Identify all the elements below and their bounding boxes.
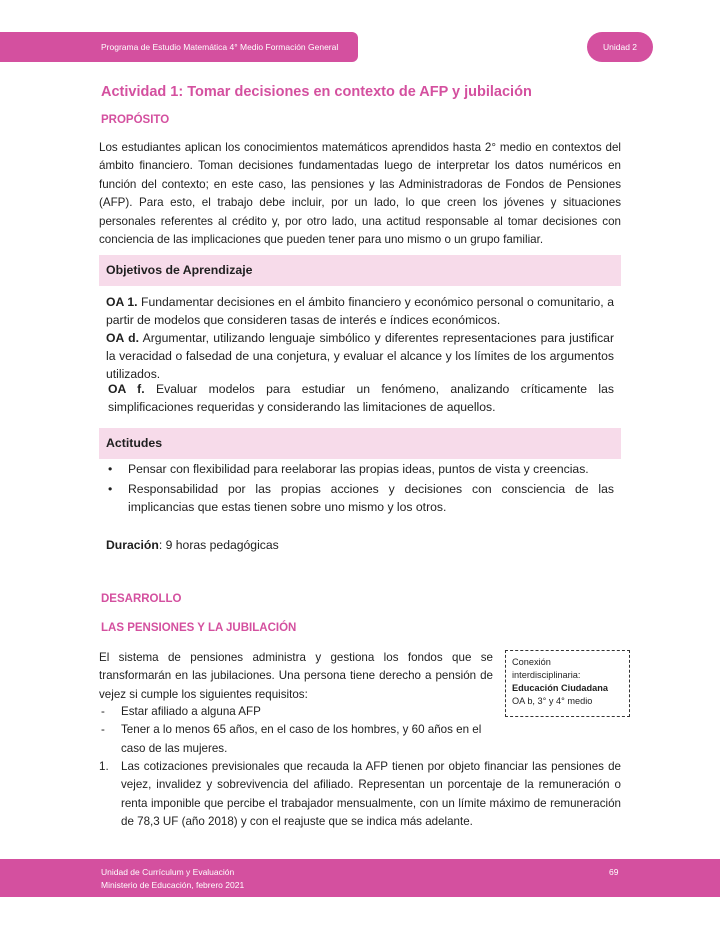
requirement-text: Tener a lo menos 65 años, en el caso de los hombres, y 60 años en el caso de las mujeres. xyxy=(121,723,482,755)
sidebox-line1: Conexión xyxy=(512,657,551,667)
objective-code: OA 1. xyxy=(106,295,138,309)
duration xyxy=(106,538,279,552)
interdisciplinary-box xyxy=(505,650,630,717)
duration-label: Duración xyxy=(106,538,159,552)
list-item xyxy=(99,721,495,758)
objective-text: Argumentar, utilizando lenguaje simbólico y diferentes representaciones para justificar la veracidad o falsedad de una conjetura, y evaluar el alcance y los límites de los argumentos utilizados. xyxy=(106,331,615,381)
page-number: 69 xyxy=(609,867,619,877)
attitudes-list xyxy=(106,460,614,518)
attitude-text: Pensar con flexibilidad para reelaborar las propias ideas, puntos de vista y creencias. xyxy=(128,462,589,476)
unit-label: Unidad 2 xyxy=(602,42,638,52)
dash-marker: - xyxy=(101,723,105,737)
objective-code: OA d. xyxy=(106,331,139,345)
numbered-list xyxy=(99,758,621,832)
list-item xyxy=(99,703,495,721)
dash-marker: - xyxy=(101,705,105,718)
unit-badge xyxy=(587,32,653,62)
attitudes-heading: Actitudes xyxy=(99,428,621,459)
objective-text: Evaluar modelos para estudiar un fenómeno, analizando críticamente las simplificaciones requeridas y considerando las limitaciones de aquellos. xyxy=(108,382,614,414)
objective-oa-f xyxy=(108,380,614,416)
objective-text: Fundamentar decisiones en el ámbito financiero y económico personal o comunitario, a partir de modelos que consideren tasas de interés e índices económicos. xyxy=(106,295,614,327)
objective-oa-d xyxy=(106,329,614,383)
bullet-icon: • xyxy=(108,462,113,476)
objectives-heading: Objetivos de Aprendizaje xyxy=(99,255,621,286)
header-program-bar xyxy=(0,32,358,62)
sidebox-detail: OA b, 3° y 4° medio xyxy=(512,696,593,706)
list-item xyxy=(106,480,614,516)
purpose-heading: PROPÓSITO xyxy=(101,114,170,126)
objective-oa-1 xyxy=(106,293,614,329)
pensions-subheading: LAS PENSIONES Y LA JUBILACIÓN xyxy=(101,622,297,634)
list-item xyxy=(99,758,621,832)
purpose-text: Los estudiantes aplican los conocimientos matemáticos aprendidos hasta 2° medio en contextos del ámbito financiero. Toman decisiones fundamentadas luego de interpretar los datos numéricos en función del contexto; en este caso, las pensiones y las Administradoras de Fondos de Pensiones (AFP). Para esto, el trabajo debe incluir, por un lado, lo que creen los jóvenes y situaciones personales referentes al crédito y, por otro lado, una actitud responsable al tomar decisiones con conciencia de las implicaciones que pueden tener para uno mismo o un grupo familiar. xyxy=(99,141,621,247)
bullet-icon: • xyxy=(108,482,113,496)
requirement-text: Estar afiliado a alguna AFP xyxy=(121,705,261,718)
requirements-list xyxy=(99,703,495,758)
duration-value: : 9 horas pedagógicas xyxy=(158,538,279,552)
attitude-text: Responsabilidad por las propias acciones y decisiones con consciencia de las implicancias que estas tienen sobre uno mismo y los otros. xyxy=(128,482,614,514)
objective-code: OA f. xyxy=(108,382,145,396)
sidebox-subject: Educación Ciudadana xyxy=(512,683,608,693)
sidebox-line2: interdisciplinaria: xyxy=(512,670,581,680)
activity-title: Actividad 1: Tomar decisiones en contexto de AFP y jubilación xyxy=(101,84,532,100)
development-intro: El sistema de pensiones administra y gestiona los fondos que se transformarán en las jubilaciones. Una persona tiene derecho a pensión de vejez si cumple los siguientes requisitos: xyxy=(99,651,493,701)
number-marker: 1. xyxy=(99,760,109,773)
development-heading: DESARROLLO xyxy=(101,593,182,605)
program-title: Programa de Estudio Matemática 4° Medio Formación General xyxy=(101,42,339,52)
list-item xyxy=(106,460,614,478)
numbered-text: Las cotizaciones previsionales que recauda la AFP tienen por objeto financiar las pensiones de vejez, invalidez y sobrevivencia del afiliado. Representan un porcentaje de la remuneración o renta imponible que percibe el trabajador mensualmente, con un límite máximo de remuneración de 78,3 UF (año 2018) y con el reajuste que se indica más adelante. xyxy=(121,760,621,829)
footer-ministry: Ministerio de Educación, febrero 2021 xyxy=(101,880,245,890)
footer-unit: Unidad de Currículum y Evaluación xyxy=(101,867,235,877)
footer-bar xyxy=(0,859,720,897)
